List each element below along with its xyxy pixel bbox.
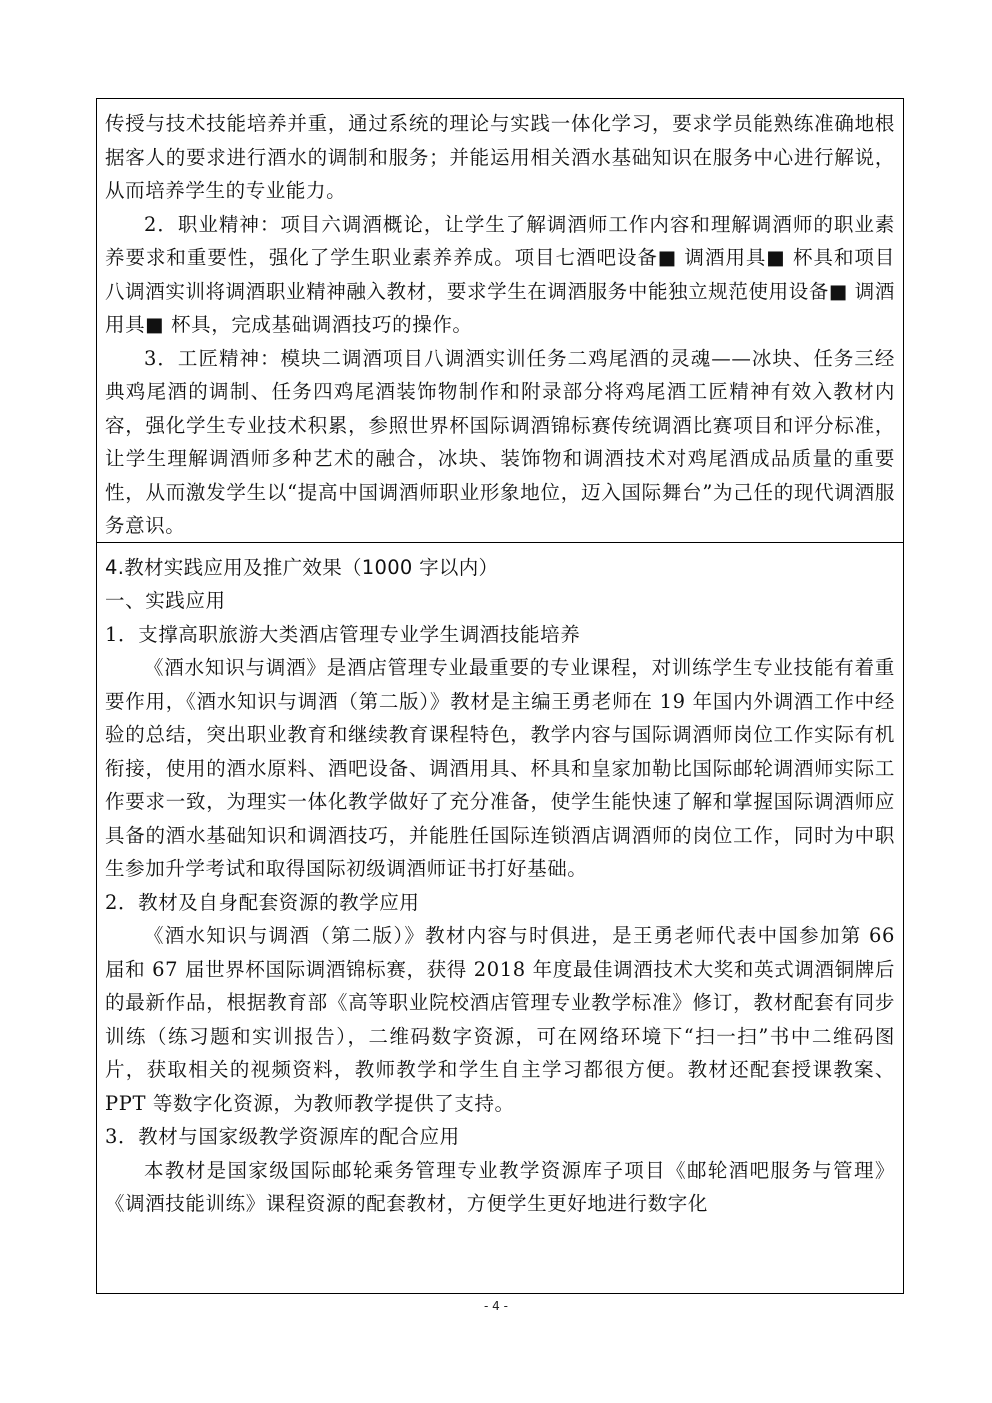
subheading: 3．教材与国家级教学资源库的配合应用	[105, 1125, 460, 1148]
paragraph: 《酒水知识与调酒》是酒店管理专业最重要的专业课程，对训练学生专业技能有着重要作用，《酒水知识与调酒（第二版）》教材是主编王勇老师在 19 年国内外调酒工作中经验的总结，突出职业教育和继续教育课程特色，教学内容与国际调酒师岗位工作实际有机衔接，使用的酒水原料、酒吧设备、调酒用具、杯具和皇家加勒比国际邮轮调酒师实际工作要求一致，为理实一体化教学做好了充分准备，使学生能快速了解和掌握国际调酒师应具备的酒水基础知识和调酒技巧，并能胜任国际连锁酒店调酒师的岗位工作，同时为中职生参加升学考试和取得国际初级调酒师证书打好基础。	[105, 656, 895, 880]
section-prev-cell	[97, 99, 903, 543]
section4-cell	[97, 543, 903, 1293]
subheading: 1．支撑高职旅游大类酒店管理专业学生调酒技能培养	[105, 622, 581, 646]
paragraph: 传授与技术技能培养并重，通过系统的理论与实践一体化学习，要求学员能熟练准确地根据客人的要求进行酒水的调制和服务；并能运用相关酒水基础知识在服务中心进行解说，从而培养学生的专业能力。	[105, 112, 895, 202]
subheading: 2．教材及自身配套资源的教学应用	[105, 890, 420, 914]
section-heading: 4.教材实践应用及推广效果（1000 字以内）	[105, 556, 499, 579]
paragraph: 2．职业精神：项目六调酒概论，让学生了解调酒师工作内容和理解调酒师的职业素养要求和重要性，强化了学生职业素养养成。项目七酒吧设备■ 调酒用具■ 杯具和项目八调酒实训将调酒职业精神融入教材，要求学生在调酒服务中能独立规范使用设备■ 调酒用具■ 杯具，完成基础调酒技巧的操作。	[105, 212, 895, 336]
paragraph: 3．工匠精神：模块二调酒项目八调酒实训任务二鸡尾酒的灵魂——冰块、任务三经典鸡尾酒的调制、任务四鸡尾酒装饰物制作和附录部分将鸡尾酒工匠精神有效入教材内容，强化学生专业技术积累，参照世界杯国际调酒锦标赛传统调酒比赛项目和评分标准，让学生理解调酒师多种艺术的融合，冰块、装饰物和调酒技术对鸡尾酒成品质量的重要性，从而激发学生以“提高中国调酒师职业形象地位，迈入国际舞台”为己任的现代调酒服务意识。	[105, 346, 895, 537]
page-number: - 4 -	[484, 1299, 508, 1313]
subheading: 一、实践应用	[105, 589, 226, 612]
content-table	[96, 98, 904, 1294]
paragraph: 《酒水知识与调酒（第二版）》教材内容与时俱进，是王勇老师代表中国参加第 66 届和 67 届世界杯国际调酒锦标赛，获得 2018 年度最佳调酒技术大奖和英式调酒铜牌后的最新作品，根据教育部《高等职业院校酒店管理专业教学标准》修订，教材配套有同步训练（练习题和实训报告），二维码数字资源，可在网络环境下“扫一扫”书中二维码图片，获取相关的视频资料，教师教学和学生自主学习都很方便。教材还配套授课教案、PPT 等数字化资源，为教师教学提供了支持。	[105, 924, 895, 1115]
paragraph: 本教材是国家级国际邮轮乘务管理专业教学资源库子项目《邮轮酒吧服务与管理》《调酒技能训练》课程资源的配套教材，方便学生更好地进行数字化	[105, 1158, 895, 1215]
